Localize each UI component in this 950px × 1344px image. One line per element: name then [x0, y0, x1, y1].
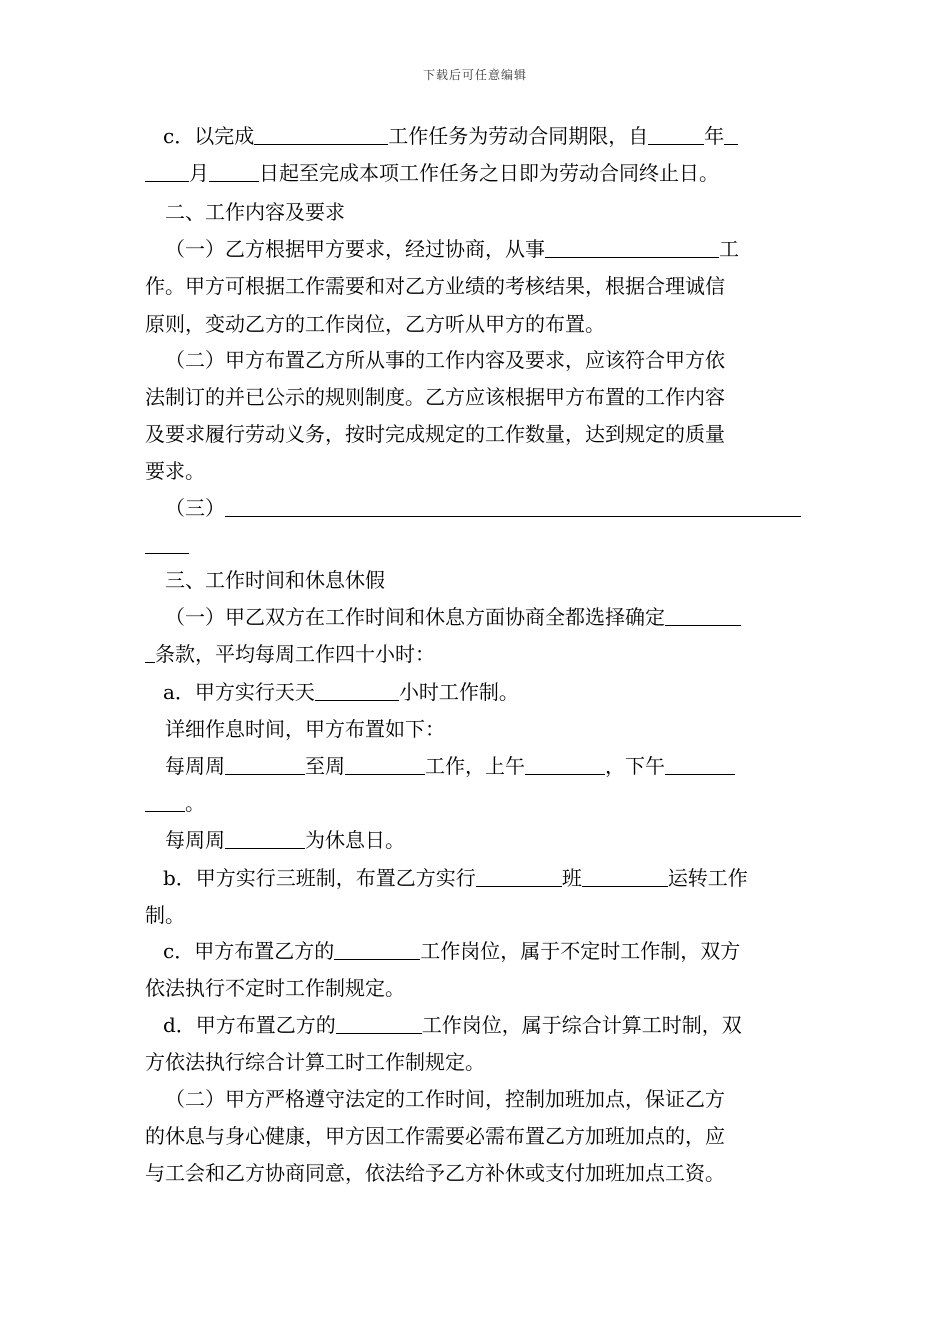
line-29: 与工会和乙方协商同意，依法给予乙方补休或支付加班加点工资。 [145, 1161, 725, 1185]
line-10: 要求。 [145, 459, 205, 483]
blank-field[interactable] [665, 752, 735, 775]
blank-field[interactable] [315, 678, 399, 701]
blank-field[interactable] [665, 603, 741, 626]
line-28: 的休息与身心健康，甲方因工作需要必需布置乙方加班加点的，应 [145, 1124, 725, 1148]
blank-field[interactable] [648, 122, 704, 145]
blank-field[interactable] [145, 159, 189, 182]
blank-field[interactable] [334, 937, 420, 960]
section-heading-3: 三、工作时间和休息休假 [165, 568, 385, 592]
section-heading-2: 二、工作内容及要求 [165, 200, 345, 224]
line-18: 每周周 至周 工作，上午 ，下午 [165, 748, 735, 784]
blank-field[interactable] [545, 235, 719, 258]
blank-field[interactable] [225, 494, 801, 517]
blank-field[interactable] [254, 122, 388, 145]
line-26: 方依法执行综合计算工时工作制规定。 [145, 1050, 485, 1074]
line-16: a．甲方实行天天 小时工作制。 [163, 680, 519, 704]
line-2: 月 日起至完成本项工作任务之日即为劳动合同终止日。 [145, 155, 719, 191]
line-21: b．甲方实行三班制，布置乙方实行 班 运转工作 [163, 866, 748, 890]
blank-field[interactable] [145, 789, 185, 812]
line-8: 法制订的并已公示的规则制度。乙方应该根据甲方布置的工作内容 [145, 385, 725, 409]
blank-field[interactable] [225, 752, 305, 775]
page-header: 下载后可任意编辑 [422, 68, 527, 82]
blank-field[interactable] [476, 864, 562, 887]
line-20: 每周周 为休息日。 [165, 828, 405, 852]
line-7: （二）甲方布置乙方所从事的工作内容及要求，应该符合甲方依 [165, 348, 725, 372]
blank-field[interactable] [145, 531, 189, 554]
blank-field[interactable] [582, 864, 668, 887]
line-22: 制。 [145, 903, 185, 927]
line-24: 依法执行不定时工作制规定。 [145, 976, 405, 1000]
line-19: 。 [145, 785, 205, 821]
blank-field[interactable] [145, 640, 155, 663]
blank-field[interactable] [209, 159, 259, 182]
line-11: （三） [165, 490, 801, 526]
blank-field[interactable] [724, 122, 738, 145]
line-25: d．甲方布置乙方的 工作岗位，属于综合计算工时制，双 [163, 1013, 742, 1037]
line-9: 及要求履行劳动义务，按时完成规定的工作数量，达到规定的质量 [145, 422, 725, 446]
line-14: （一）甲乙双方在工作时间和休息方面协商全都选择确定 [165, 599, 741, 635]
line-6: 原则，变动乙方的工作岗位，乙方听从甲方的布置。 [145, 312, 605, 336]
line-15: 条款，平均每周工作四十小时： [145, 636, 435, 672]
blank-field[interactable] [225, 826, 305, 849]
line-23: c．甲方布置乙方的 工作岗位，属于不定时工作制，双方 [163, 939, 741, 963]
blank-field[interactable] [336, 1011, 422, 1034]
line-5: 作。甲方可根据工作需要和对乙方业绩的考核结果，根据合理诚信 [145, 274, 725, 298]
blank-field[interactable] [345, 752, 425, 775]
line-12 [145, 527, 189, 563]
line-27: （二）甲方严格遵守法定的工作时间，控制加班加点，保证乙方 [165, 1087, 725, 1111]
line-17: 详细作息时间，甲方布置如下： [165, 717, 445, 741]
line-1: c．以完成 工作任务为劳动合同期限，自 年 [163, 118, 738, 154]
line-4: （一）乙方根据甲方要求，经过协商，从事 工 [165, 237, 739, 261]
blank-field[interactable] [525, 752, 605, 775]
